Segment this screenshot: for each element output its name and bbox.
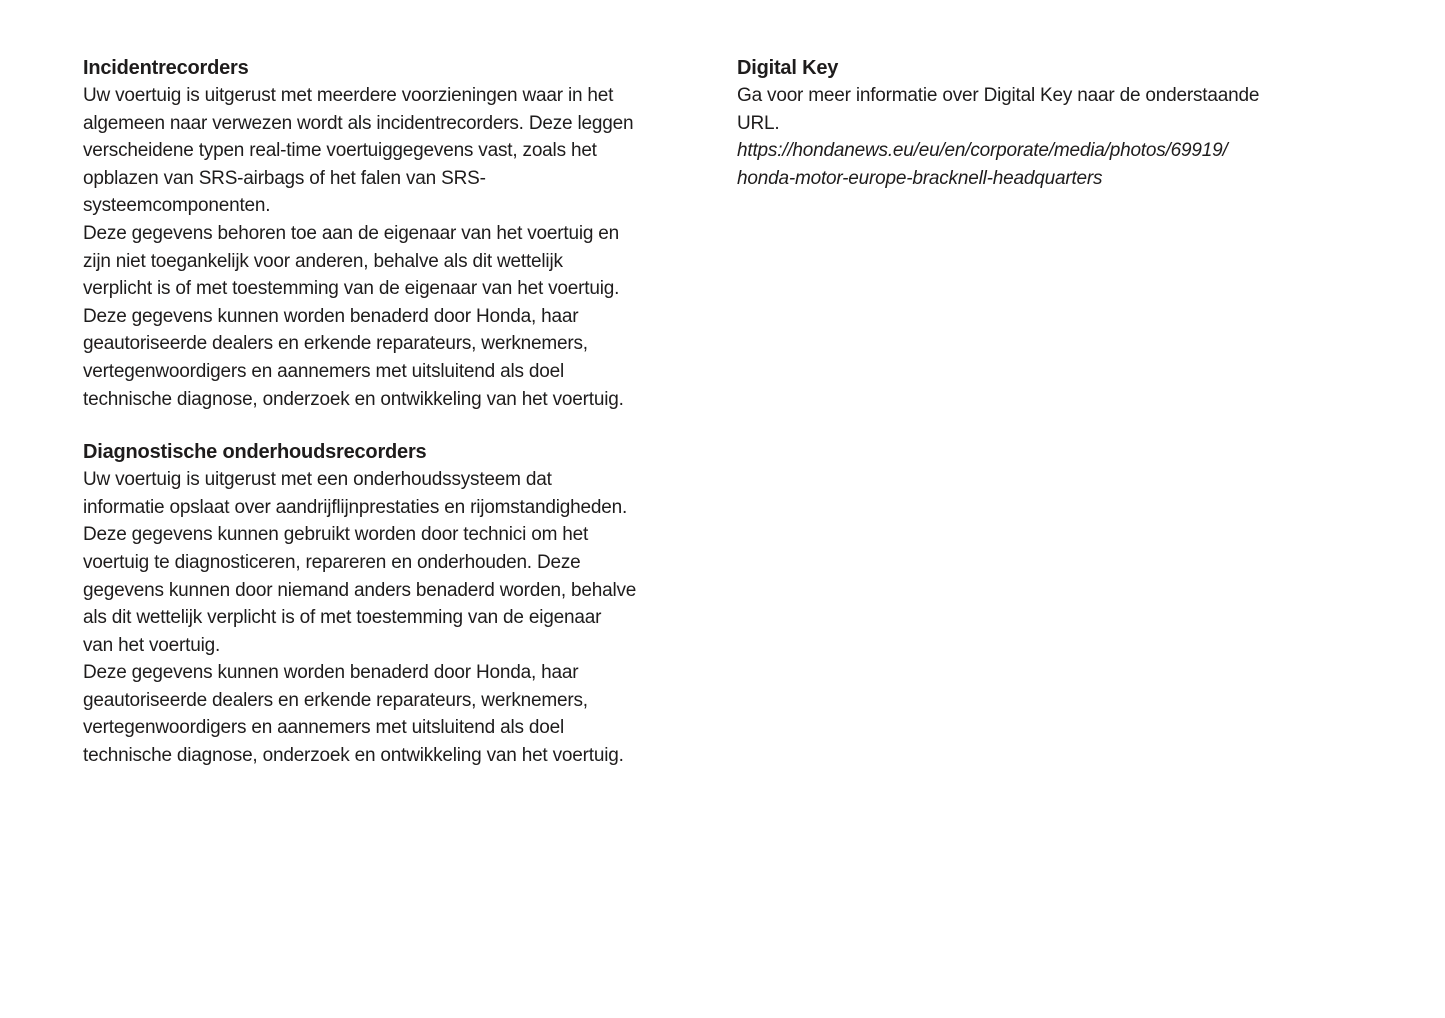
section-incidentrecorders <box>83 54 731 413</box>
section-diagnostische-onderhoudsrecorders <box>83 438 731 770</box>
section-digital-key <box>737 54 1377 192</box>
right-column <box>737 54 1377 192</box>
incidentrecorders-body: Uw voertuig is uitgerust met meerdere voorzieningen waar in het algemeen naar verwezen wordt als incidentrecorders. Deze leggen verscheidene typen real-time voertuiggegevens vast, zoals het opblazen van SRS-airbags of het falen van SRS- systeemcomponenten. Deze gegevens behoren toe aan de eigenaar van het voertuig en zijn niet toegankelijk voor anderen, behalve als dit wettelijk verplicht is of met toestemming van de eigenaar van het voertuig. Deze gegevens kunnen worden benaderd door Honda, haar geautoriseerde dealers en erkende reparateurs, werknemers, vertegenwoordigers en aannemers met uitsluitend als doel technische diagnose, onderzoek en ontwikkeling van het voertuig. <box>83 85 634 410</box>
left-column <box>83 54 731 770</box>
digital-key-heading: Digital Key <box>737 57 839 79</box>
digital-key-url: https://hondanews.eu/eu/en/corporate/media/photos/69919/ honda-motor-europe-bracknell-headquarters <box>737 140 1228 189</box>
digital-key-body: Ga voor meer informatie over Digital Key naar de onderstaande URL. <box>737 85 1260 134</box>
incidentrecorders-heading: Incidentrecorders <box>83 57 249 79</box>
diagnostische-onderhoudsrecorders-heading: Diagnostische onderhoudsrecorders <box>83 441 427 464</box>
diagnostische-onderhoudsrecorders-body: Uw voertuig is uitgerust met een onderhoudssysteem dat informatie opslaat over aandrijflijnprestaties en rijomstandigheden. Deze gegevens kunnen gebruikt worden door technici om het voertuig te diagnosticeren, repareren en onderhouden. Deze gegevens kunnen door niemand anders benaderd worden, behalve als dit wettelijk verplicht is of met toestemming van de eigenaar van het voertuig. Deze gegevens kunnen worden benaderd door Honda, haar geautoriseerde dealers en erkende reparateurs, werknemers, vertegenwoordigers en aannemers met uitsluitend als doel technische diagnose, onderzoek en ontwikkeling van het voertuig. <box>83 469 637 767</box>
